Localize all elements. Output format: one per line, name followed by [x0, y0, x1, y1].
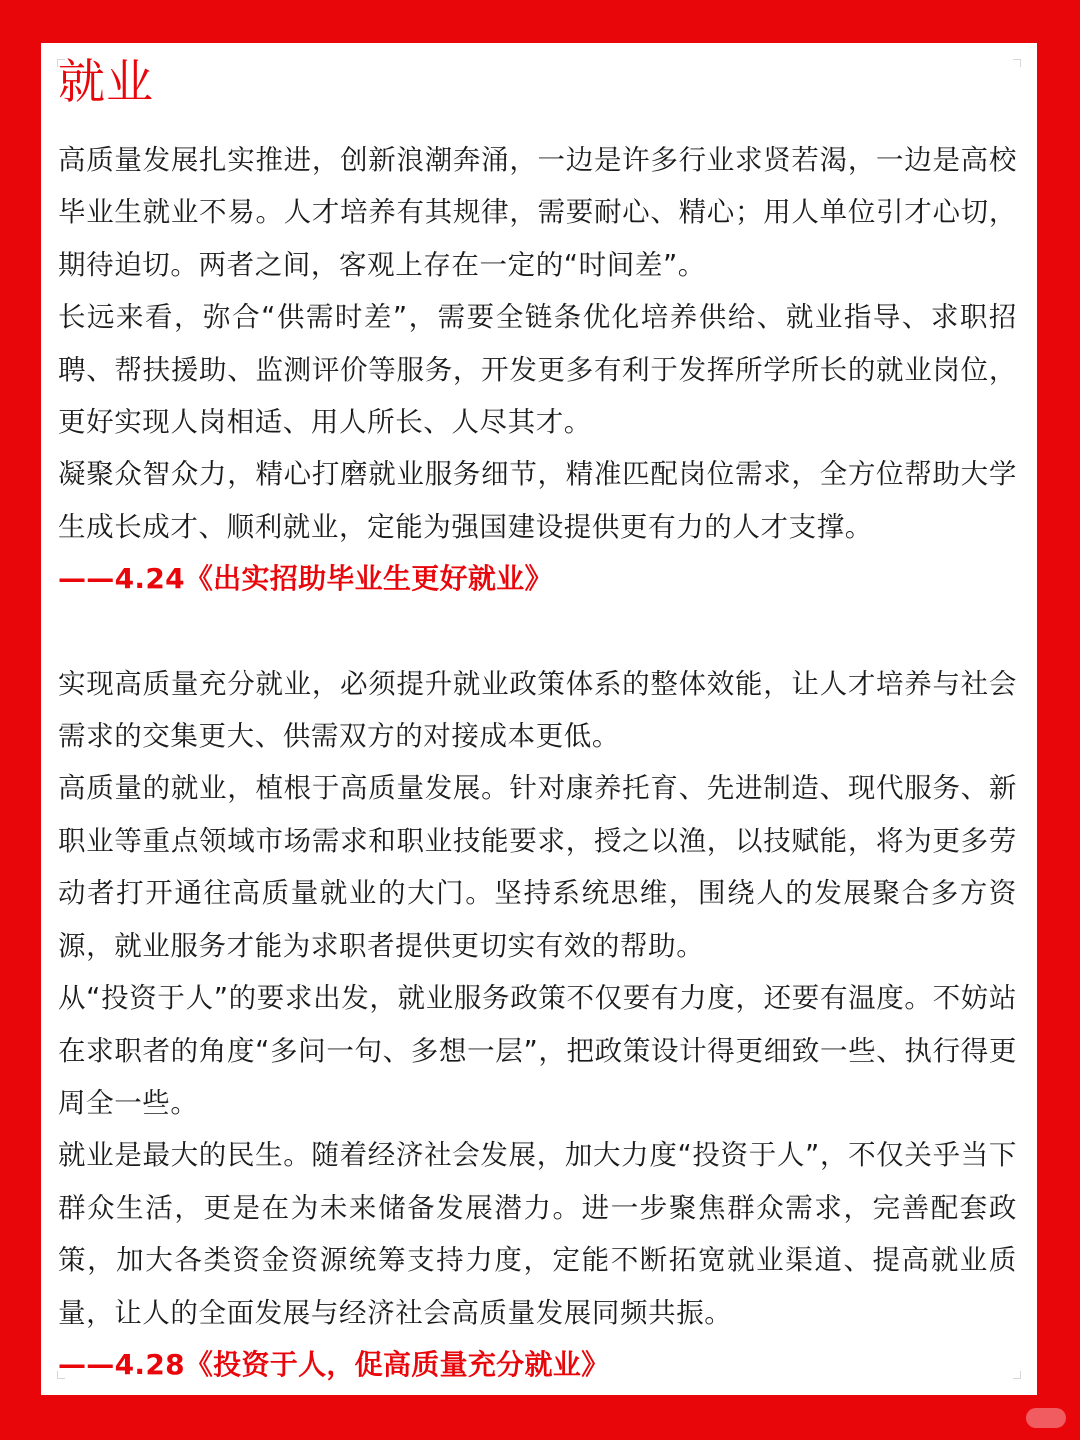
watermark-logo — [1026, 1408, 1066, 1428]
paragraph: 实现高质量充分就业，必须提升就业政策体系的整体效能，让人才培养与社会需求的交集更大、供需双方的对接成本更低。 — [58, 667, 1017, 753]
corner-mark — [57, 59, 65, 67]
article-card — [41, 43, 1037, 1395]
source-citation: ——4.28《投资于人，促高质量充分就业》 — [58, 1347, 610, 1381]
source-citation: ——4.24《出实招助毕业生更好就业》 — [58, 562, 553, 596]
corner-mark — [1013, 59, 1021, 67]
paragraph: 长远来看，弥合“供需时差”，需要全链条优化培养供给、就业指导、求职招聘、帮扶援助、监测评价等服务，开发更多有利于发挥所学所长的就业岗位，更好实现人岗相适、用人所长、人尽其才。 — [58, 301, 1017, 439]
paragraph: 就业是最大的民生。随着经济社会发展，加大力度“投资于人”，不仅关乎当下群众生活，更是在为未来储备发展潜力。进一步聚焦群众需求，完善配套政策，加大各类资金资源统筹支持力度，定能不断拓宽就业渠道、提高就业质量，让人的全面发展与经济社会高质量发展同频共振。 — [58, 1139, 1017, 1329]
paragraph: 高质量的就业，植根于高质量发展。针对康养托育、先进制造、现代服务、新职业等重点领域市场需求和职业技能要求，授之以渔，以技赋能，将为更多劳动者打开通往高质量就业的大门。坚持系统思维，围绕人的发展聚合多方资源，就业服务才能为求职者提供更切实有效的帮助。 — [58, 772, 1017, 962]
corner-mark — [1013, 1371, 1021, 1379]
corner-mark — [57, 1371, 65, 1379]
page-title: 就业 — [58, 55, 154, 110]
section-2 — [58, 658, 1017, 1392]
section-spacer — [58, 606, 1017, 658]
paragraph: 高质量发展扎实推进，创新浪潮奔涌，一边是许多行业求贤若渴，一边是高校毕业生就业不易。人才培养有其规律，需要耐心、精心；用人单位引才心切，期待迫切。两者之间，客观上存在一定的“时间差”。 — [58, 144, 1017, 281]
paragraph: 从“投资于人”的要求出发，就业服务政策不仅要有力度，还要有温度。不妨站在求职者的角度“多问一句、多想一层”，把政策设计得更细致一些、执行得更周全一些。 — [58, 982, 1017, 1119]
paragraph: 凝聚众智众力，精心打磨就业服务细节，精准匹配岗位需求，全方位帮助大学生成长成才、顺利就业，定能为强国建设提供更有力的人才支撑。 — [58, 458, 1017, 543]
section-1 — [58, 134, 1017, 606]
